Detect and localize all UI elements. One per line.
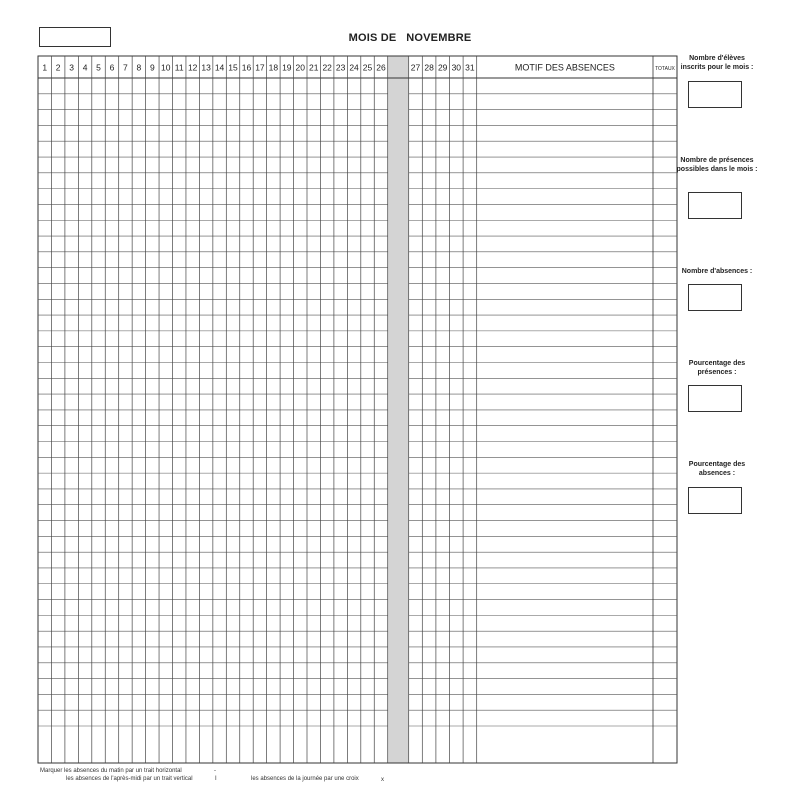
inscrits-label: Nombre d'élèves inscrits pour le mois : bbox=[680, 55, 754, 71]
legend-matin-symbol: - bbox=[214, 768, 216, 774]
day-header-9: 9 bbox=[149, 62, 155, 73]
day-header-14: 14 bbox=[214, 62, 225, 73]
day-header-13: 13 bbox=[201, 62, 211, 73]
day-header-24: 24 bbox=[349, 62, 359, 73]
day-header-26: 26 bbox=[376, 62, 386, 73]
legend-apres-midi-symbol: I bbox=[215, 776, 217, 782]
legend-journee: les absences de la journée par une croix bbox=[251, 776, 359, 782]
day-header-27: 27 bbox=[410, 62, 421, 73]
day-header-11: 11 bbox=[174, 62, 184, 73]
day-header-2: 2 bbox=[55, 62, 61, 73]
day-header-6: 6 bbox=[109, 62, 115, 73]
pourcentage-absences-box[interactable] bbox=[688, 487, 742, 514]
day-header-23: 23 bbox=[335, 62, 346, 73]
day-header-25: 25 bbox=[362, 62, 373, 73]
absences-label: Nombre d'absences : bbox=[681, 268, 753, 275]
legend-apres-midi: les absences de l'après-midi par un trait vertical bbox=[66, 776, 193, 782]
day-header-5: 5 bbox=[96, 62, 101, 73]
presences-possibles-label: Nombre de présences possibles dans le mois : bbox=[676, 157, 758, 173]
presences-possibles-box[interactable] bbox=[688, 192, 742, 219]
day-header-8: 8 bbox=[136, 62, 142, 73]
day-header-17: 17 bbox=[255, 62, 265, 73]
day-header-30: 30 bbox=[451, 62, 462, 73]
day-header-12: 12 bbox=[187, 62, 198, 73]
day-header-20: 20 bbox=[295, 62, 306, 73]
day-header-29: 29 bbox=[437, 62, 448, 73]
legend-matin: Marquer les absences du matin par un trait horizontal bbox=[40, 768, 182, 774]
day-header-18: 18 bbox=[268, 62, 279, 73]
day-header-19: 19 bbox=[282, 62, 292, 73]
pourcentage-presences-box[interactable] bbox=[688, 385, 742, 412]
month-title: MOIS DE NOVEMBRE bbox=[348, 32, 472, 44]
day-header-4: 4 bbox=[82, 62, 88, 73]
legend-journee-symbol: x bbox=[381, 777, 384, 783]
separator-band bbox=[388, 56, 409, 763]
inscrits-box[interactable] bbox=[688, 81, 742, 108]
day-header-10: 10 bbox=[161, 62, 171, 73]
day-header-15: 15 bbox=[228, 62, 238, 73]
day-header-28: 28 bbox=[424, 62, 434, 73]
day-header-3: 3 bbox=[69, 62, 74, 73]
day-header-7: 7 bbox=[123, 62, 128, 73]
day-header-22: 22 bbox=[322, 62, 332, 73]
day-header-31: 31 bbox=[465, 62, 475, 73]
table-frame bbox=[38, 56, 677, 763]
totaux-header: TOTAUX bbox=[655, 66, 675, 72]
absences-box[interactable] bbox=[688, 284, 742, 311]
pourcentage-absences-label: Pourcentage des absences : bbox=[688, 461, 746, 477]
day-header-1: 1 bbox=[42, 62, 48, 73]
day-header-21: 21 bbox=[308, 62, 319, 73]
day-header-16: 16 bbox=[241, 62, 252, 73]
pourcentage-presences-label: Pourcentage des présences : bbox=[688, 360, 746, 376]
motif-header: MOTIF DES ABSENCES bbox=[514, 62, 615, 73]
